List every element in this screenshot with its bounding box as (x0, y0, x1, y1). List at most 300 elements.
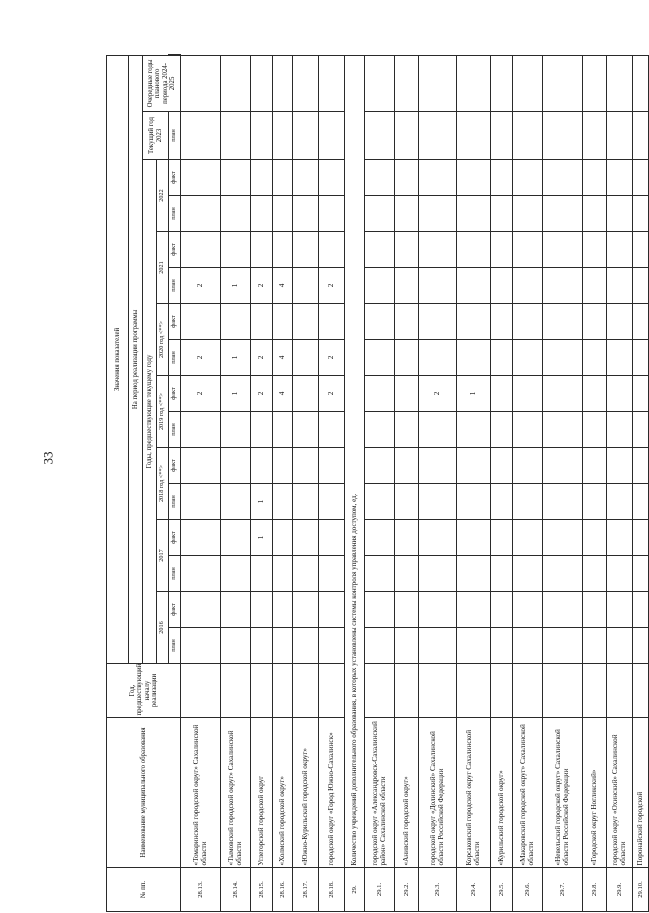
value-cell (365, 268, 395, 304)
value-cell (181, 448, 221, 484)
value-cell (543, 196, 583, 232)
municipality-name: Углегорский городской округ (251, 718, 273, 868)
row-number: 29.6. (513, 868, 543, 912)
value-cell (319, 196, 345, 232)
value-cell: 1 (221, 268, 251, 304)
value-cell (457, 304, 491, 340)
value-cell (319, 448, 345, 484)
value-cell (273, 520, 293, 556)
municipality-name: «Южно-Курильский городской округ» (293, 718, 319, 868)
row-number: 28.15. (251, 868, 273, 912)
value-cell (491, 112, 513, 160)
table-row (607, 55, 633, 912)
table-row (181, 55, 221, 912)
value-cell (419, 340, 457, 376)
municipality-name: «Курильский городской округ» (491, 718, 513, 868)
row-number: 29.3. (419, 868, 457, 912)
value-cell (273, 196, 293, 232)
value-cell (513, 55, 543, 111)
value-cell (221, 112, 251, 160)
value-cell (633, 160, 649, 196)
year-2019: 2019 год <**> (157, 376, 169, 448)
value-cell (221, 412, 251, 448)
value-cell (293, 160, 319, 196)
value-cell (419, 160, 457, 196)
baseline-cell (293, 664, 319, 718)
table-row (251, 55, 273, 912)
value-cell (395, 304, 419, 340)
program-period-header: На период реализации программы (129, 55, 143, 663)
baseline-cell (513, 664, 543, 718)
value-cell (251, 592, 273, 628)
value-cell (633, 340, 649, 376)
value-cell (491, 196, 513, 232)
value-cell: 2 (319, 268, 345, 304)
value-cell (293, 484, 319, 520)
municipality-name: Поронайский городской (633, 718, 649, 868)
value-cell (633, 628, 649, 664)
value-cell (633, 484, 649, 520)
value-cell (181, 556, 221, 592)
baseline-cell (419, 664, 457, 718)
year-2016: 2016 (157, 592, 169, 664)
value-cell (583, 592, 607, 628)
value-cell (319, 55, 345, 111)
value-cell (543, 412, 583, 448)
value-cell (419, 628, 457, 664)
value-cell (273, 160, 293, 196)
value-cell (607, 196, 633, 232)
value-cell (273, 484, 293, 520)
municipality-name: городской округ «Охинский» Сахалинской области (607, 718, 633, 868)
municipality-name: городской округ «Долинский» Сахалинской области Российской Федерации (419, 718, 457, 868)
value-cell (221, 160, 251, 196)
values-title: Значения показателей (107, 55, 129, 663)
value-cell (543, 556, 583, 592)
value-cell (395, 448, 419, 484)
baseline-cell (583, 664, 607, 718)
plan-label (169, 55, 181, 56)
table-row (491, 55, 513, 912)
value-cell (319, 232, 345, 268)
municipality-name: «Тымовский городской округ» Сахалинской области (221, 718, 251, 868)
value-cell (221, 196, 251, 232)
value-cell (543, 160, 583, 196)
municipality-name: «Макаровский городской округ» Сахалинской области (513, 718, 543, 868)
rotated-table-wrapper (106, 54, 644, 912)
value-cell (633, 412, 649, 448)
table-row (319, 55, 345, 912)
value-cell (365, 592, 395, 628)
value-cell (513, 160, 543, 196)
value-cell: 2 (251, 268, 273, 304)
baseline-cell (633, 664, 649, 718)
value-cell (251, 112, 273, 160)
value-cell (365, 340, 395, 376)
value-cell (607, 55, 633, 111)
value-cell (319, 556, 345, 592)
plan-label: план (169, 196, 181, 232)
value-cell (221, 448, 251, 484)
value-cell (251, 448, 273, 484)
table-row (293, 55, 319, 912)
next-years-label: Очередные годы планового периода 2024-2025 (146, 59, 176, 108)
value-cell (181, 304, 221, 340)
row-number: 29.7. (543, 868, 583, 912)
value-cell (221, 484, 251, 520)
baseline-cell (491, 664, 513, 718)
value-cell (607, 112, 633, 160)
row-number: 28.14. (221, 868, 251, 912)
section-title: Количество учреждений дополнительного образования, в которых установлены системы контроля управления доступом, ед. (345, 55, 365, 867)
col-deadline-header: Год, предшествующий началу реализации (107, 664, 181, 718)
section-29-row (345, 55, 365, 912)
value-cell (365, 112, 395, 160)
value-cell: 1 (251, 520, 273, 556)
value-cell (251, 412, 273, 448)
baseline-cell (457, 664, 491, 718)
value-cell (583, 448, 607, 484)
value-cell (607, 160, 633, 196)
value-cell (543, 112, 583, 160)
value-cell (293, 340, 319, 376)
value-cell (419, 55, 457, 111)
value-cell (395, 556, 419, 592)
fact-label: факт (169, 232, 181, 268)
value-cell (491, 376, 513, 412)
value-cell (293, 112, 319, 160)
value-cell (543, 340, 583, 376)
value-cell (395, 628, 419, 664)
value-cell (513, 232, 543, 268)
value-cell: 1 (457, 376, 491, 412)
header-row-1 (107, 55, 129, 912)
value-cell (419, 484, 457, 520)
value-cell (457, 448, 491, 484)
value-cell (221, 304, 251, 340)
value-cell (395, 55, 419, 111)
value-cell (395, 232, 419, 268)
value-cell: 2 (181, 268, 221, 304)
row-number: 29.4. (457, 868, 491, 912)
row-number: 29.1. (365, 868, 395, 912)
value-cell (419, 304, 457, 340)
indicators-table (106, 54, 649, 912)
value-cell (491, 340, 513, 376)
value-cell (181, 484, 221, 520)
value-cell (221, 556, 251, 592)
value-cell (583, 556, 607, 592)
value-cell (583, 232, 607, 268)
value-cell (273, 55, 293, 111)
value-cell (419, 268, 457, 304)
value-cell (395, 484, 419, 520)
value-cell (365, 520, 395, 556)
value-cell (491, 448, 513, 484)
value-cell (583, 628, 607, 664)
table-row (221, 55, 251, 912)
value-cell (491, 268, 513, 304)
value-cell (395, 340, 419, 376)
value-cell (419, 520, 457, 556)
value-cell (365, 196, 395, 232)
row-number: 28.16. (273, 868, 293, 912)
value-cell (583, 412, 607, 448)
value-cell (543, 268, 583, 304)
value-cell: 1 (221, 376, 251, 412)
row-number: 29.5. (491, 868, 513, 912)
value-cell (293, 304, 319, 340)
value-cell (491, 592, 513, 628)
value-cell (251, 556, 273, 592)
value-cell (365, 484, 395, 520)
table-row (395, 55, 419, 912)
fact-label: факт (169, 520, 181, 556)
value-cell (583, 55, 607, 111)
value-cell (607, 268, 633, 304)
plan-label: план (169, 556, 181, 592)
value-cell (419, 448, 457, 484)
baseline-cell (543, 664, 583, 718)
value-cell (273, 112, 293, 160)
value-cell (181, 520, 221, 556)
current-year-value: 2023 (155, 128, 163, 143)
value-cell: 2 (319, 340, 345, 376)
value-cell (293, 628, 319, 664)
value-cell (633, 232, 649, 268)
value-cell (419, 592, 457, 628)
next-years-header (143, 55, 181, 111)
value-cell (607, 520, 633, 556)
value-cell (633, 268, 649, 304)
value-cell (319, 484, 345, 520)
row-number: 28.13. (181, 868, 221, 912)
value-cell (293, 268, 319, 304)
year-2022: 2022 (157, 160, 169, 232)
value-cell (181, 592, 221, 628)
value-cell (293, 376, 319, 412)
row-number: 29.2. (395, 868, 419, 912)
value-cell (365, 412, 395, 448)
value-cell (395, 112, 419, 160)
value-cell (319, 592, 345, 628)
value-cell (395, 412, 419, 448)
value-cell (457, 340, 491, 376)
baseline-cell (395, 664, 419, 718)
value-cell (181, 628, 221, 664)
row-number: 28.18. (319, 868, 345, 912)
value-cell (543, 592, 583, 628)
year-2017: 2017 (157, 520, 169, 592)
value-cell (273, 628, 293, 664)
value-cell (513, 196, 543, 232)
value-cell (293, 592, 319, 628)
current-group-header: Годы, предшествующие текущему году (143, 160, 157, 664)
value-cell (221, 628, 251, 664)
value-cell (513, 376, 543, 412)
value-cell (365, 232, 395, 268)
value-cell (457, 628, 491, 664)
plan-label: план (169, 484, 181, 520)
value-cell (181, 412, 221, 448)
value-cell (365, 304, 395, 340)
value-cell (513, 340, 543, 376)
table-row (543, 55, 583, 912)
municipality-name: Корсаковский городской округ Сахалинской области (457, 718, 491, 868)
value-cell (457, 592, 491, 628)
value-cell (583, 196, 607, 232)
value-cell (419, 556, 457, 592)
value-cell (457, 196, 491, 232)
col-no-header: № пп. (107, 868, 181, 912)
value-cell (583, 376, 607, 412)
value-cell (457, 232, 491, 268)
table-row (419, 55, 457, 912)
value-cell (633, 112, 649, 160)
value-cell (395, 376, 419, 412)
value-cell (583, 268, 607, 304)
value-cell (513, 412, 543, 448)
value-cell (457, 55, 491, 111)
value-cell: 4 (273, 340, 293, 376)
value-cell (633, 592, 649, 628)
row-number: 29.8. (583, 868, 607, 912)
value-cell (181, 160, 221, 196)
value-cell (607, 232, 633, 268)
value-cell (543, 484, 583, 520)
municipality-name: «Холмский городской округ» (273, 718, 293, 868)
value-cell (181, 55, 221, 111)
baseline-cell (273, 664, 293, 718)
fact-label: факт (169, 376, 181, 412)
value-cell (365, 628, 395, 664)
value-cell (395, 196, 419, 232)
value-cell (513, 268, 543, 304)
value-cell (513, 304, 543, 340)
value-cell (543, 376, 583, 412)
value-cell (513, 628, 543, 664)
value-cell: 2 (319, 376, 345, 412)
value-cell: 2 (251, 340, 273, 376)
value-cell (365, 556, 395, 592)
municipality-name: городской округ «Александровск-Сахалинский район» Сахалинской области (365, 718, 395, 868)
value-cell (607, 304, 633, 340)
value-cell (273, 412, 293, 448)
value-cell (221, 55, 251, 111)
value-cell (365, 160, 395, 196)
value-cell (293, 520, 319, 556)
value-cell (607, 484, 633, 520)
value-cell (273, 232, 293, 268)
value-cell (221, 592, 251, 628)
value-cell: 1 (251, 484, 273, 520)
value-cell (583, 520, 607, 556)
value-cell (419, 412, 457, 448)
baseline-cell (221, 664, 251, 718)
value-cell (513, 592, 543, 628)
value-cell: 4 (273, 268, 293, 304)
row-number: 29.9. (607, 868, 633, 912)
table-row (583, 55, 607, 912)
value-cell (457, 520, 491, 556)
value-cell: 4 (273, 376, 293, 412)
municipality-name: «Городской округ Ногликский» (583, 718, 607, 868)
value-cell (419, 196, 457, 232)
plan-label: план (169, 112, 181, 160)
table-row (273, 55, 293, 912)
value-cell (457, 112, 491, 160)
value-cell (491, 628, 513, 664)
value-cell (395, 268, 419, 304)
value-cell (607, 628, 633, 664)
value-cell (513, 556, 543, 592)
value-cell (181, 112, 221, 160)
value-cell (633, 376, 649, 412)
value-cell (251, 196, 273, 232)
value-cell (221, 232, 251, 268)
table-row (365, 55, 395, 912)
value-cell (513, 112, 543, 160)
value-cell (273, 304, 293, 340)
value-cell (607, 412, 633, 448)
value-cell (365, 448, 395, 484)
value-cell (491, 160, 513, 196)
value-cell (319, 304, 345, 340)
value-cell (181, 232, 221, 268)
municipality-name: «Анивский городской округ» (395, 718, 419, 868)
value-cell: 2 (181, 340, 221, 376)
value-cell: 1 (221, 340, 251, 376)
value-cell (491, 304, 513, 340)
municipality-name: городской округ «Город Южно-Сахалинск» (319, 718, 345, 868)
year-2018: 2018 год <**> (157, 448, 169, 520)
value-cell (457, 160, 491, 196)
value-cell (293, 196, 319, 232)
value-cell (395, 592, 419, 628)
value-cell (543, 520, 583, 556)
year-2021: 2021 (157, 232, 169, 304)
year-2020: 2020 год <**> (157, 304, 169, 376)
value-cell (633, 55, 649, 111)
plan-label: план (169, 412, 181, 448)
value-cell (457, 484, 491, 520)
value-cell (491, 412, 513, 448)
value-cell (491, 55, 513, 111)
baseline-cell (319, 664, 345, 718)
row-number: 29.10. (633, 868, 649, 912)
value-cell (293, 412, 319, 448)
value-cell (633, 448, 649, 484)
value-cell (251, 628, 273, 664)
value-cell (543, 55, 583, 111)
value-cell: 2 (251, 376, 273, 412)
value-cell (457, 556, 491, 592)
value-cell (607, 556, 633, 592)
baseline-cell (181, 664, 221, 718)
current-year-label: Текущий год (148, 117, 156, 155)
municipality-name: «Томаринский городской округ» Сахалинской области (181, 718, 221, 868)
value-cell (181, 196, 221, 232)
value-cell (293, 232, 319, 268)
value-cell (491, 520, 513, 556)
value-cell (543, 628, 583, 664)
baseline-cell (365, 664, 395, 718)
value-cell (543, 232, 583, 268)
value-cell (457, 268, 491, 304)
value-cell (251, 55, 273, 111)
value-cell (583, 340, 607, 376)
col-name-header: Наименование муниципального образования (107, 718, 181, 868)
